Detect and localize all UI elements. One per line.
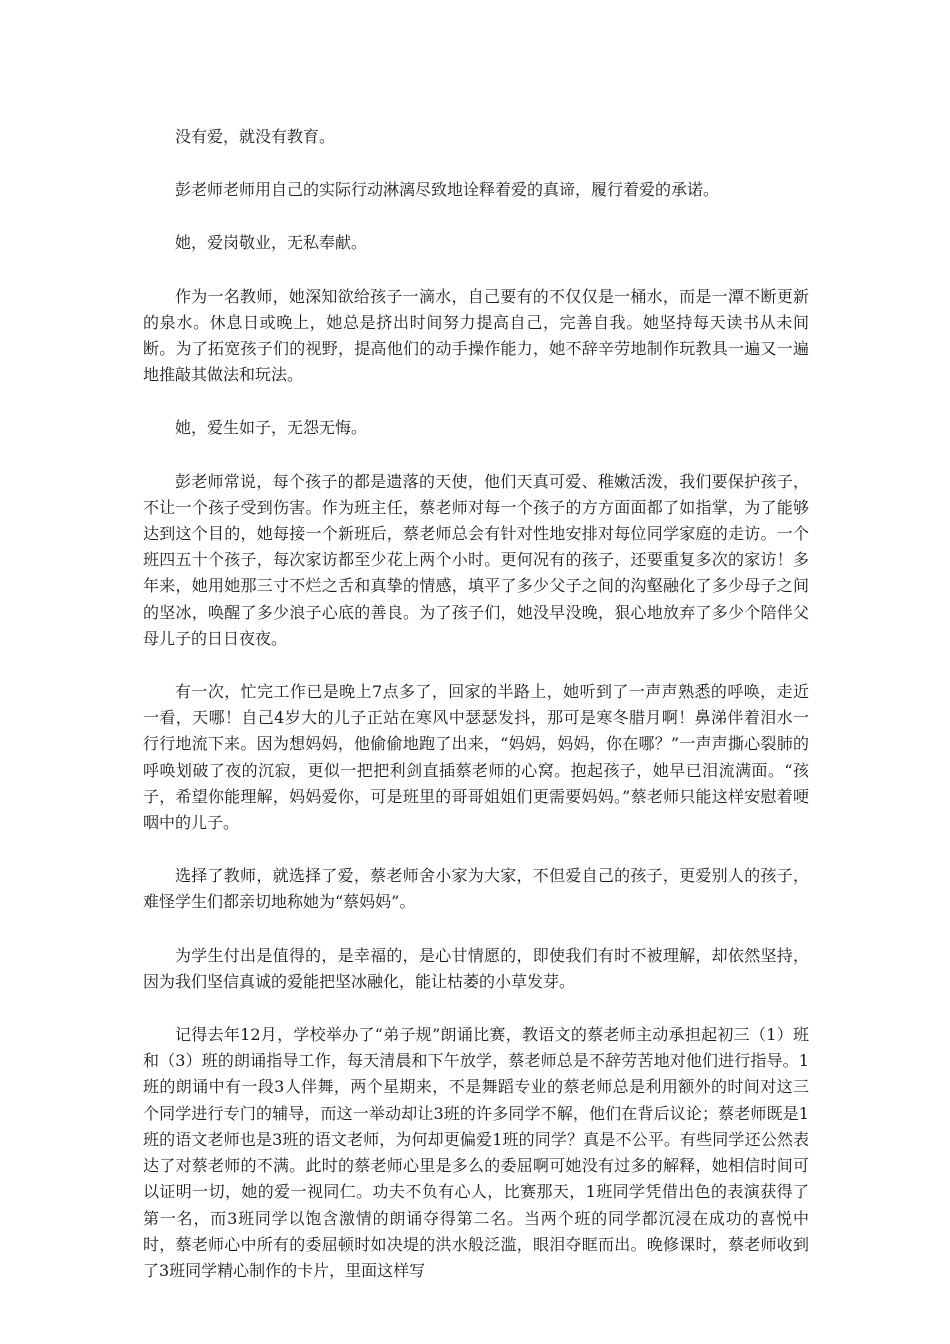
paragraph-1: 没有爱，就没有教育。 [175, 127, 336, 146]
paragraph-6: 彭老师常说，每个孩子的都是遗落的天使，他们天真可爱、稚嫩活泼，我们要保护孩子，不让一个孩子受到伤害。作为班主任，蔡老师对每一个孩子的方方面面都了如指掌，为了能够达到这个目的，她每接一个新班后，蔡老师总会有针对性地安排对每位同学家庭的走访。一个班四五十个孩子，每次家访都至少花上两个小时。更何况有的孩子，还要重复多次的家访！多年来，她用她那三寸不烂之舌和真挚的情感，填平了多少父子之间的沟壑融化了多少母子之间的坚冰，唤醒了多少浪子心底的善良。为了孩子们，她没早没晚，狠心地放弃了多少个陪伴父母儿子的日日夜夜。 [143, 471, 809, 648]
paragraph-2: 彭老师老师用自己的实际行动淋漓尽致地诠释着爱的真谛，履行着爱的承诺。 [175, 180, 720, 200]
paragraph-9: 为学生付出是值得的，是幸福的，是心甘情愿的，即使我们有时不被理解，却依然坚持，因为我们坚信真诚的爱能把坚冰融化，能让枯萎的小草发芽。 [143, 945, 809, 991]
paragraph-8: 选择了教师，就选择了爱，蔡老师舍小家为大家，不但爱自己的孩子，更爱别人的孩子，难怪学生们都亲切地称她为“蔡妈妈”。 [143, 866, 809, 912]
paragraph-5: 她，爱生如子，无怨无悔。 [175, 418, 368, 438]
document-body [143, 124, 809, 1311]
paragraph-10: 记得去年12月，学校举办了“弟子规”朗诵比赛，教语文的蔡老师主动承担起初三（1）班和（3）班的朗诵指导工作，每天清晨和下午放学，蔡老师总是不辞劳苦地对他们进行指导。1班的朗诵中有一段3人伴舞，两个星期来，不是舞蹈专业的蔡老师总是利用额外的时间对这三个同学进行专门的辅导，而这一举动却让3班的许多同学不解，他们在背后议论；蔡老师既是1班的语文老师也是3班的语文老师，为何却更偏爱1班的同学？真是不公平。有些同学还公然表达了对蔡老师的不满。此时的蔡老师心里是多么的委屈啊可她没有过多的解释，她相信时间可以证明一切，她的爱一视同仁。功夫不负有心人，比赛那天，1班同学凭借出色的表演获得了第一名，而3班同学以饱含激情的朗诵夺得第二名。当两个班的同学都沉浸在成功的喜悦中时，蔡老师心中所有的委屈顿时如决堤的洪水般泛滥，眼泪夺眶而出。晚修课时，蔡老师收到了3班同学精心制作的卡片，里面这样写 [143, 1025, 809, 1280]
paragraph-4: 作为一名教师，她深知欲给孩子一滴水，自己要有的不仅仅是一桶水，而是一潭不断更新的泉水。休息日或晚上，她总是挤出时间努力提高自己，完善自我。她坚持每天读书从未间断。为了拓宽孩子们的视野，提高他们的动手操作能力，她不辞辛劳地制作玩教具一遍又一遍地推敲其做法和玩法。 [143, 286, 809, 385]
paragraph-7: 有一次，忙完工作已是晚上7点多了，回家的半路上，她听到了一声声熟悉的呼唤，走近一看，天哪！自己4岁大的儿子正站在寒风中瑟瑟发抖，那可是寒冬腊月啊！鼻涕伴着泪水一行行地流下来。因为想妈妈，他偷偷地跑了出来，“妈妈，妈妈，你在哪？”一声声撕心裂肺的呼唤划破了夜的沉寂，更似一把把利剑直插蔡老师的心窝。抱起孩子，她早已泪流满面。“孩子，希望你能理解，妈妈爱你，可是班里的哥哥姐姐们更需要妈妈。”蔡老师只能这样安慰着哽咽中的儿子。 [143, 682, 809, 833]
paragraph-3: 她，爱岗敬业，无私奉献。 [175, 233, 368, 253]
